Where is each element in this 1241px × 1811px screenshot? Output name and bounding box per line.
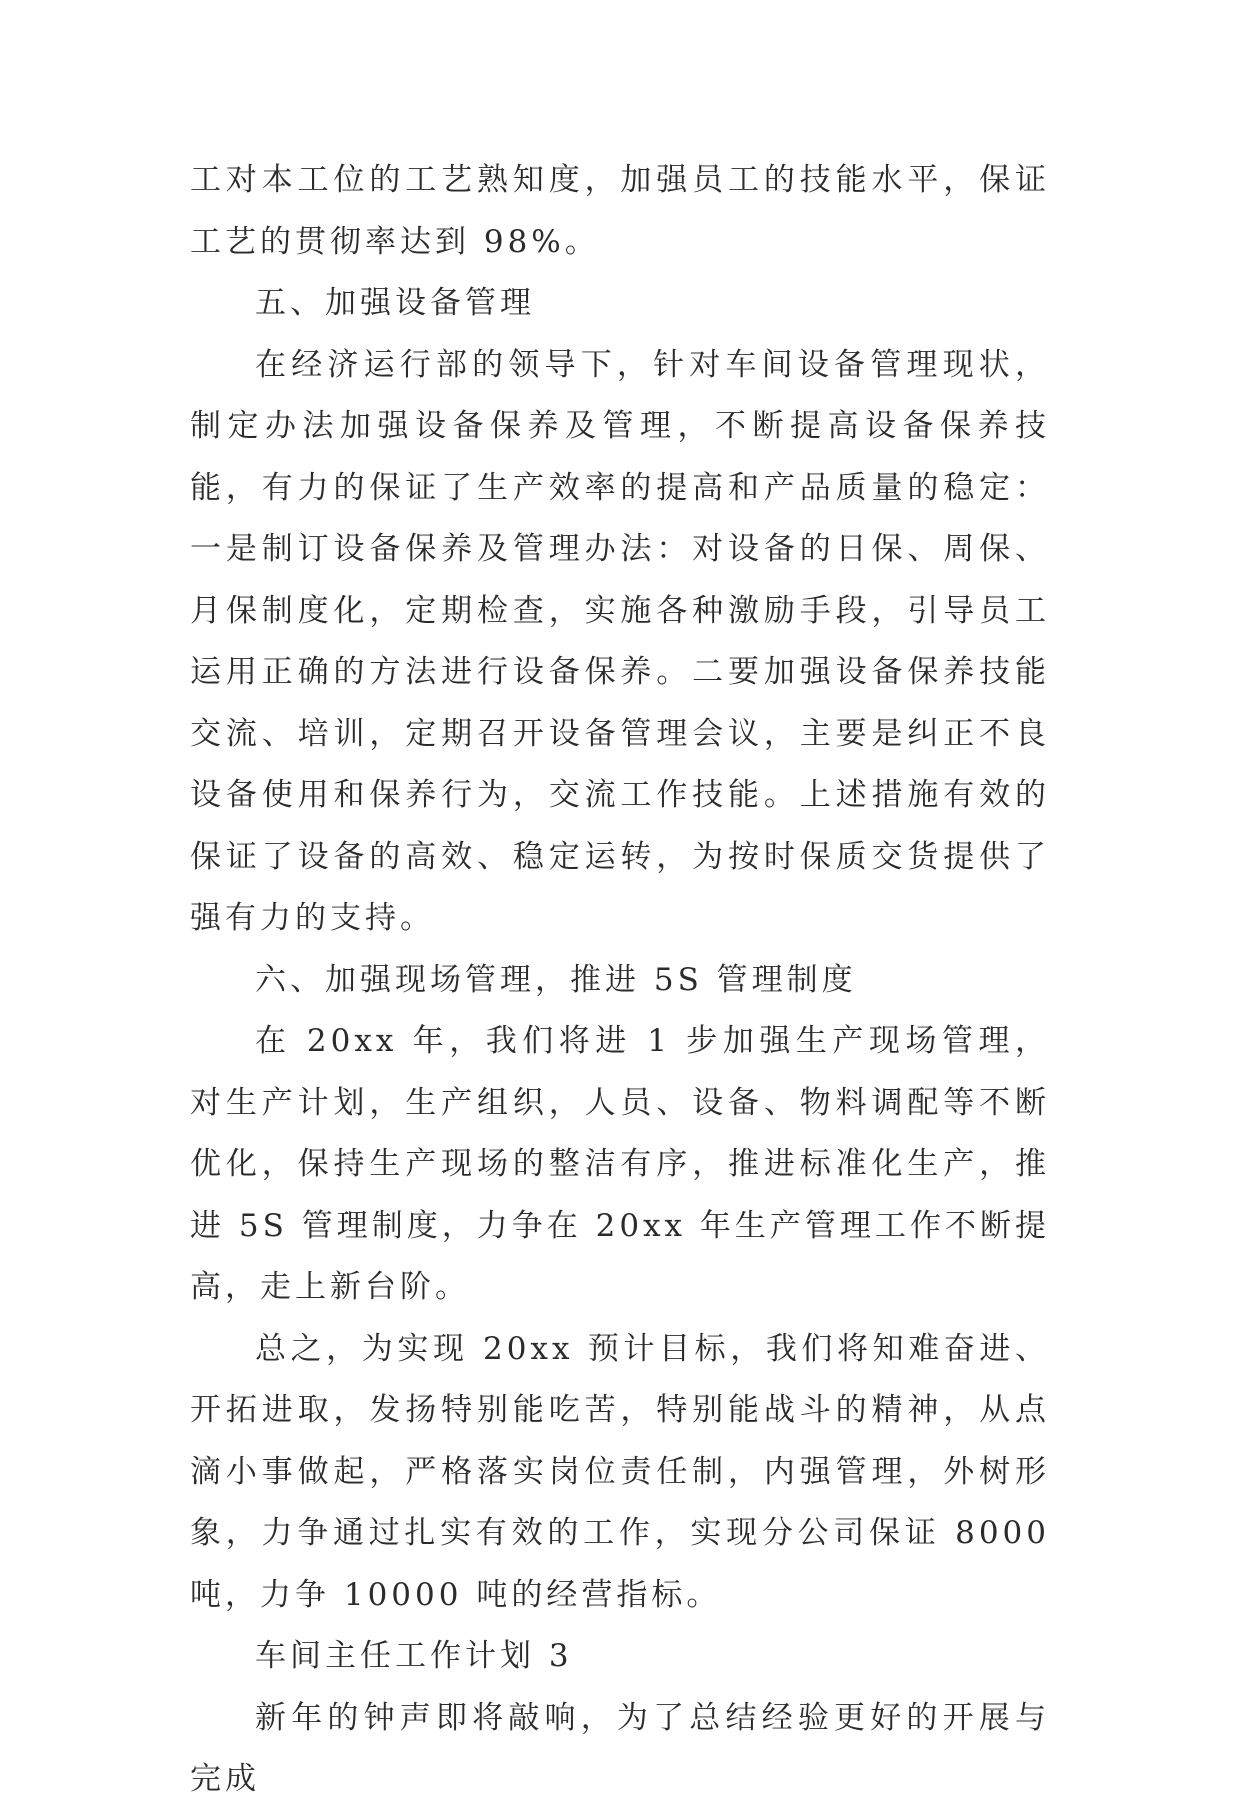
paragraph-summary: 总之，为实现 20xx 预计目标，我们将知难奋进、开拓进取，发扬特别能吃苦，特别能战斗的精神，从点滴小事做起，严格落实岗位责任制，内强管理，外树形象，力争通过扎实有效的工作，实现分公司保证 8000 吨，力争 10000 吨的经营指标。: [190, 1330, 1050, 1613]
section-heading-5: 五、加强设备管理: [255, 285, 535, 321]
paragraph-continued: 工对本工位的工艺熟知度，加强员工的技能水平，保证工艺的贯彻率达到 98%。: [190, 162, 1050, 260]
paragraph-new-year: 新年的钟声即将敲响，为了总结经验更好的开展与完成: [190, 1699, 1050, 1797]
section-heading-6: 六、加强现场管理，推进 5S 管理制度: [255, 961, 857, 998]
plan-title-3: 车间主任工作计划 3: [255, 1638, 573, 1674]
document-body: [190, 150, 1050, 1811]
paragraph-equipment-management: 在经济运行部的领导下，针对车间设备管理现状，制定办法加强设备保养及管理，不断提高设备保养技能，有力的保证了生产效率的提高和产品质量的稳定：一是制订设备保养及管理办法：对设备的日保、周保、月保制度化，定期检查，实施各种激励手段，引导员工运用正确的方法进行设备保养。二要加强设备保养技能交流、培训，定期召开设备管理会议，主要是纠正不良设备使用和保养行为，交流工作技能。上述措施有效的保证了设备的高效、稳定运转，为按时保质交货提供了强有力的支持。: [190, 346, 1050, 936]
paragraph-site-management: 在 20xx 年，我们将进 1 步加强生产现场管理，对生产计划，生产组织，人员、设备、物料调配等不断优化，保持生产现场的整洁有序，推进标准化生产，推进 5S 管理制度，力争在 20xx 年生产管理工作不断提高，走上新台阶。: [190, 1023, 1050, 1305]
